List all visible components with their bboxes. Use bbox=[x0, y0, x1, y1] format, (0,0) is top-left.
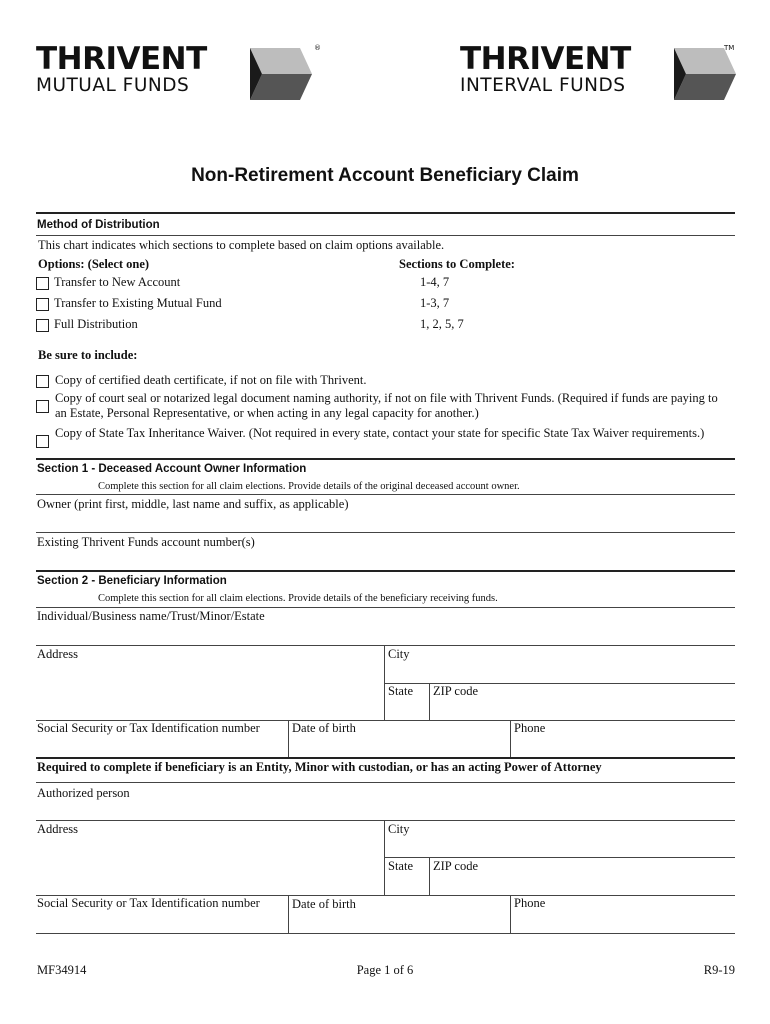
include-item: Copy of court seal or notarized legal document naming authority, if not on file with Thrivent Funds. (Required if funds are paying to an Estate, Personal Representative, or when acting in any legal capacity for another.) bbox=[55, 391, 718, 420]
logo-brand-text: THRIVENT bbox=[36, 41, 207, 77]
divider bbox=[288, 895, 289, 934]
option-sections: 1-4, 7 bbox=[420, 275, 450, 289]
include-item: Copy of certified death certificate, if not on file with Thrivent. bbox=[55, 373, 367, 387]
method-intro: This chart indicates which sections to complete based on claim options available. bbox=[38, 238, 445, 252]
section1-heading: Section 1 - Deceased Account Owner Information bbox=[37, 463, 307, 475]
authorized-address-field[interactable]: Address bbox=[37, 822, 78, 836]
divider bbox=[36, 757, 735, 759]
section2-heading: Section 2 - Beneficiary Information bbox=[37, 575, 227, 587]
divider bbox=[384, 820, 385, 896]
include-checkbox-death-certificate[interactable] bbox=[36, 375, 49, 388]
divider bbox=[36, 607, 735, 608]
method-heading: Method of Distribution bbox=[37, 219, 160, 231]
authorized-person-field[interactable]: Authorized person bbox=[37, 786, 130, 800]
address-field[interactable]: Address bbox=[37, 647, 78, 661]
divider bbox=[36, 933, 735, 934]
logo-sub-text: MUTUAL FUNDS bbox=[36, 75, 190, 96]
include-header: Be sure to include: bbox=[38, 348, 138, 362]
ssn-field[interactable]: Social Security or Tax Identification number bbox=[37, 721, 260, 735]
authorized-state-field[interactable]: State bbox=[388, 859, 413, 873]
divider bbox=[36, 782, 735, 783]
divider bbox=[510, 895, 511, 934]
logo-brand-text: THRIVENT bbox=[460, 41, 631, 77]
divider bbox=[36, 532, 735, 533]
authorized-dob-field[interactable]: Date of birth bbox=[292, 897, 356, 911]
trademark-mark: TM bbox=[724, 44, 735, 52]
sections-header: Sections to Complete: bbox=[399, 257, 515, 271]
include-item: Copy of State Tax Inheritance Waiver. (Not required in every state, contact your state for specific State Tax Waiver requirements.) bbox=[55, 426, 705, 440]
authorized-phone-field[interactable]: Phone bbox=[514, 896, 546, 910]
divider bbox=[384, 857, 735, 858]
option-sections: 1, 2, 5, 7 bbox=[420, 317, 464, 331]
state-field[interactable]: State bbox=[388, 684, 413, 698]
thrivent-mutual-funds-logo bbox=[36, 42, 326, 102]
phone-field[interactable]: Phone bbox=[514, 721, 546, 735]
revision-code: R9-19 bbox=[703, 963, 735, 977]
authorized-city-field[interactable]: City bbox=[388, 822, 410, 836]
page-number: Page 1 of 6 bbox=[356, 963, 414, 977]
divider bbox=[36, 645, 735, 646]
divider bbox=[36, 212, 735, 214]
option-label: Full Distribution bbox=[54, 317, 138, 331]
section1-note: Complete this section for all claim elections. Provide details of the original deceased account owner. bbox=[98, 481, 520, 492]
form-title: Non-Retirement Account Beneficiary Claim bbox=[191, 165, 579, 186]
option-sections: 1-3, 7 bbox=[420, 296, 450, 310]
option-checkbox-full-distribution[interactable] bbox=[36, 319, 49, 332]
divider bbox=[36, 820, 735, 821]
divider bbox=[36, 570, 735, 572]
zip-field[interactable]: ZIP code bbox=[433, 684, 479, 698]
divider bbox=[288, 720, 289, 758]
divider bbox=[510, 720, 511, 758]
authorized-zip-field[interactable]: ZIP code bbox=[433, 859, 479, 873]
divider bbox=[36, 494, 735, 495]
section2-note: Complete this section for all claim elections. Provide details of the beneficiary receiving funds. bbox=[98, 593, 498, 604]
account-number-field[interactable]: Existing Thrivent Funds account number(s) bbox=[37, 535, 255, 549]
authorized-ssn-field[interactable]: Social Security or Tax Identification number bbox=[37, 896, 260, 910]
logo-cube-icon bbox=[674, 48, 736, 100]
registered-mark: ® bbox=[314, 44, 321, 52]
logo-cube-icon bbox=[250, 48, 312, 100]
option-checkbox-existing-fund[interactable] bbox=[36, 298, 49, 311]
include-checkbox-tax-waiver[interactable] bbox=[36, 435, 49, 448]
option-checkbox-new-account[interactable] bbox=[36, 277, 49, 290]
beneficiary-name-field[interactable]: Individual/Business name/Trust/Minor/Estate bbox=[37, 609, 265, 623]
divider bbox=[36, 235, 735, 236]
option-label: Transfer to Existing Mutual Fund bbox=[54, 296, 222, 310]
logo-sub-text: INTERVAL FUNDS bbox=[460, 75, 626, 96]
form-id: MF34914 bbox=[37, 963, 87, 977]
divider bbox=[429, 857, 430, 896]
options-header: Options: (Select one) bbox=[38, 257, 150, 271]
city-field[interactable]: City bbox=[388, 647, 410, 661]
divider bbox=[429, 683, 430, 721]
option-label: Transfer to New Account bbox=[54, 275, 181, 289]
entity-notice: Required to complete if beneficiary is an Entity, Minor with custodian, or has an acting Power of Attorney bbox=[37, 760, 602, 774]
owner-name-field[interactable]: Owner (print first, middle, last name and suffix, as applicable) bbox=[37, 497, 349, 511]
include-checkbox-court-seal[interactable] bbox=[36, 400, 49, 413]
dob-field[interactable]: Date of birth bbox=[292, 721, 356, 735]
divider bbox=[36, 458, 735, 460]
thrivent-interval-funds-logo bbox=[460, 42, 750, 102]
